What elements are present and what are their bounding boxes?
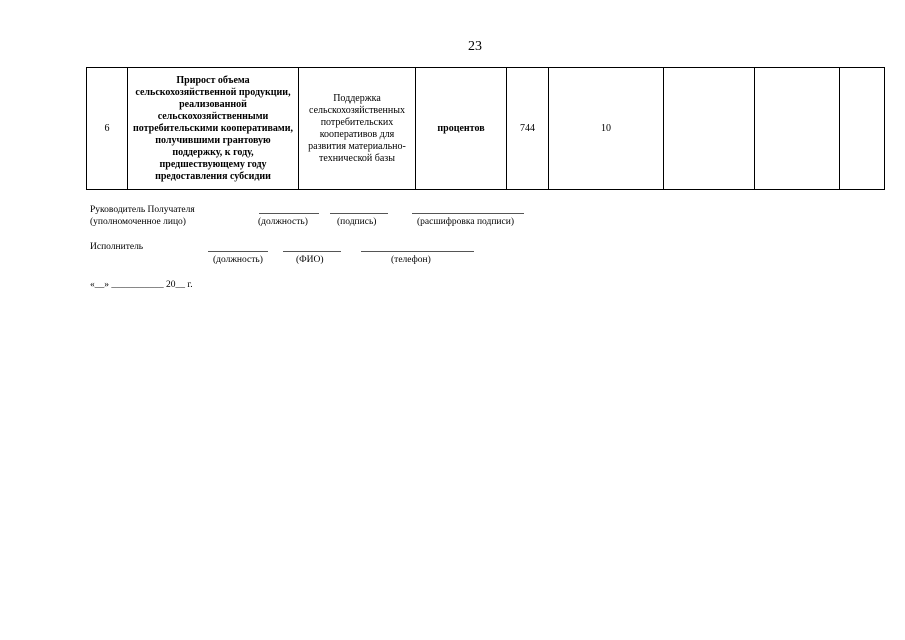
page-number: 23 [468,39,482,54]
unit-cell: процентов [416,68,507,190]
signature-caption: (подпись) [337,217,377,227]
head-label: Руководитель Получателя [90,205,195,215]
value-cell: 10 [549,68,664,190]
position-line [259,213,319,214]
executor-label: Исполнитель [90,242,144,252]
executor-position-line [208,251,268,252]
event-cell: Поддержка сельскохозяйственных потребительских кооперативов для развития материально-технической базы [299,68,416,190]
authorized-person-label: (уполномоченное лицо) [90,217,186,227]
decryption-line [412,213,524,214]
indicator-cell: Прирост объема сельскохозяйственной продукции, реализованной сельскохозяйственными потребительскими кооперативами, получившими грантовую поддержку, к году, предшествующему году предоставления субсидии [128,68,299,190]
executor-name-line [283,251,341,252]
indicators-table [86,67,885,190]
position-caption: (должность) [258,217,308,227]
executor-phone-line [361,251,474,252]
executor-position-caption: (должность) [213,255,263,265]
signature-line [330,213,388,214]
executor-name-caption: (ФИО) [296,255,324,265]
decryption-caption: (расшифровка подписи) [417,217,514,227]
table-row [87,68,885,190]
executor-phone-caption: (телефон) [391,255,431,265]
date-line: «__» ___________ 20__ г. [90,280,193,290]
empty-cell-2 [755,68,840,190]
empty-cell-3 [840,68,885,190]
okei-code-cell: 744 [507,68,549,190]
empty-cell-1 [664,68,755,190]
row-number-cell: 6 [87,68,128,190]
